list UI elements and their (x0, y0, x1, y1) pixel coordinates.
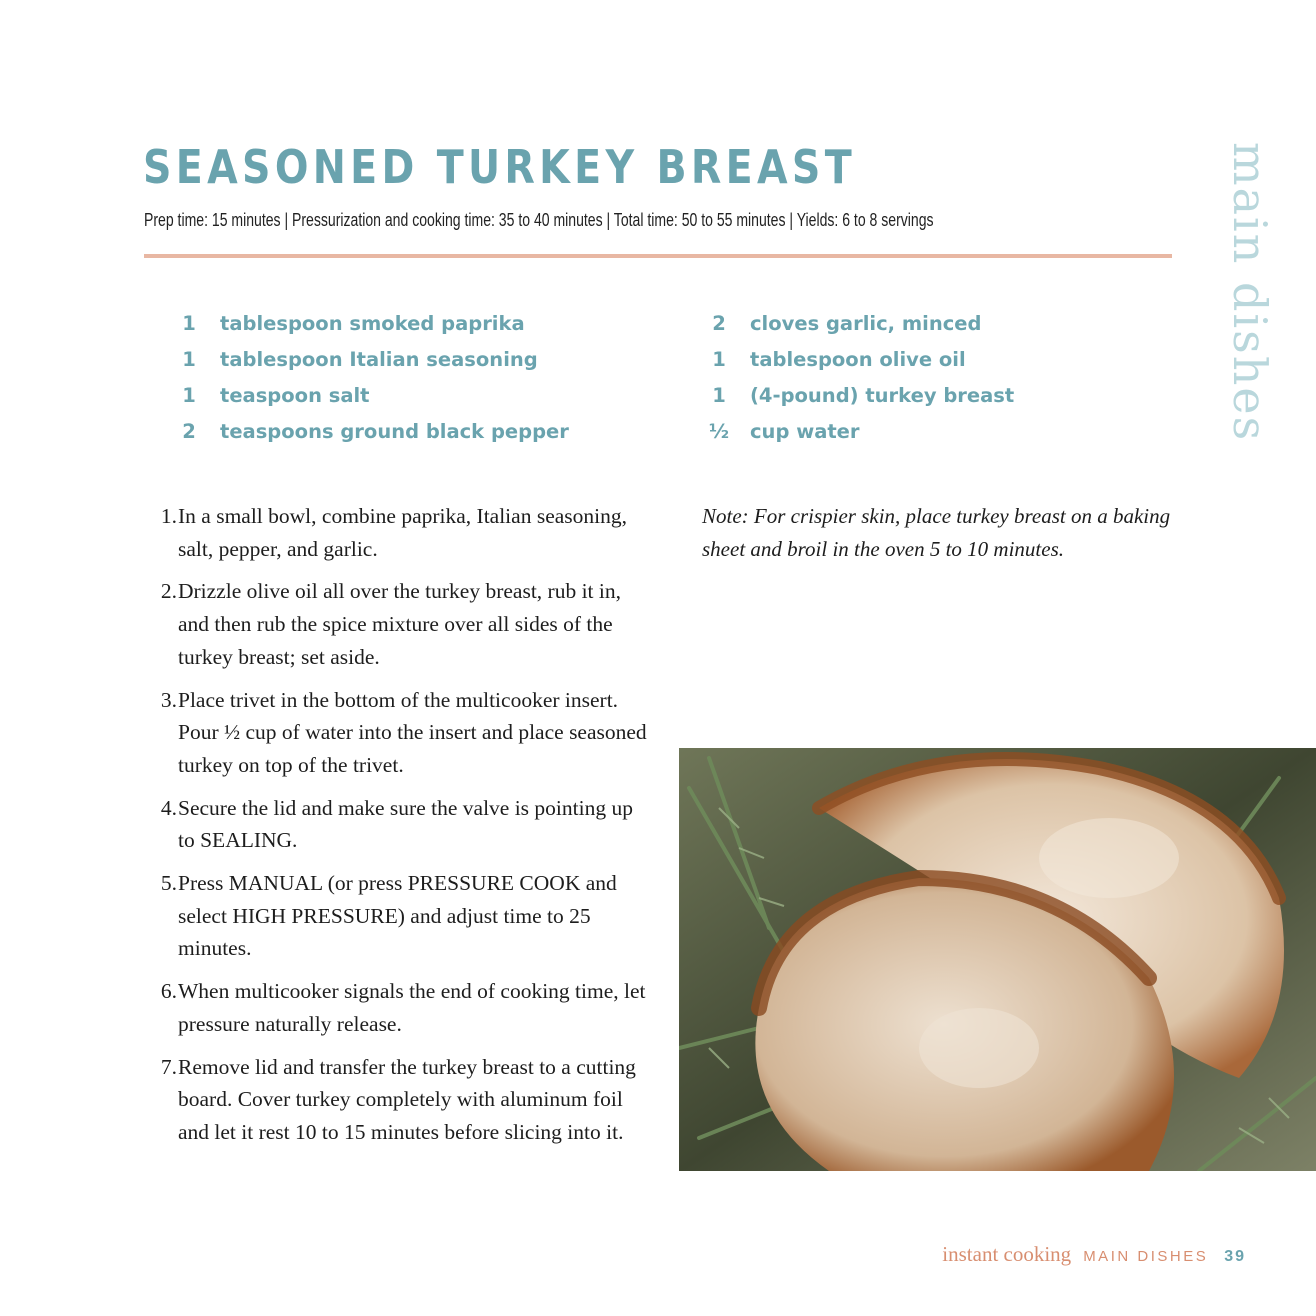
turkey-photo (679, 748, 1316, 1171)
ingredient-qty: 2 (182, 419, 196, 443)
ingredient-list-right (700, 305, 1014, 449)
instruction-step (150, 575, 650, 673)
step-number: 4. (160, 795, 177, 820)
ingredient-qty: ½ (708, 419, 730, 443)
step-text: Secure the lid and make sure the valve is pointing up to SEALING. (178, 795, 633, 853)
ingredient-name: teaspoons ground black pepper (220, 419, 569, 443)
instruction-list (150, 500, 650, 1159)
recipe-meta: Prep time: 15 minutes | Pressurization and cooking time: 35 to 40 minutes | Total time: 50 to 55 minutes | Yields: 6 to 8 servings (144, 210, 934, 230)
instruction-step (150, 500, 650, 565)
ingredient-name: tablespoon Italian seasoning (220, 347, 538, 371)
ingredient-name: cloves garlic, minced (750, 311, 982, 335)
ingredient-item (700, 413, 1014, 449)
ingredient-qty: 1 (182, 311, 196, 335)
ingredient-item (700, 377, 1014, 413)
section-side-tab-label: main dishes (1223, 142, 1277, 443)
ingredient-qty: 1 (712, 347, 726, 371)
step-number: 1. (160, 504, 177, 528)
ingredient-qty: 1 (182, 383, 196, 407)
ingredient-item (700, 341, 1014, 377)
ingredient-name: teaspoon salt (220, 383, 370, 407)
step-text: Remove lid and transfer the turkey breast to a cutting board. Cover turkey completely with aluminum foil and let it rest 10 to 15 minutes before slicing into it. (178, 1054, 636, 1144)
ingredient-name: cup water (750, 419, 860, 443)
ingredient-name: tablespoon smoked paprika (220, 311, 525, 335)
recipe-title: SEASONED TURKEY BREAST (143, 140, 857, 194)
step-text: Place trivet in the bottom of the multicooker insert. Pour ½ cup of water into the insert and place seasoned turkey on top of the trivet. (178, 687, 647, 777)
step-number: 3. (160, 687, 177, 712)
recipe-note: Note: For crispier skin, place turkey breast on a baking sheet and broil in the oven 5 to 10 minutes. (702, 504, 1171, 561)
ingredient-name: (4-pound) turkey breast (750, 383, 1015, 407)
step-text: In a small bowl, combine paprika, Italian seasoning, salt, pepper, and garlic. (178, 504, 627, 561)
ingredient-item (170, 305, 569, 341)
step-text: Drizzle olive oil all over the turkey breast, rub it in, and then rub the spice mixture over all sides of the turkey breast; set aside. (178, 579, 621, 669)
ingredient-item (170, 377, 569, 413)
step-text: Press MANUAL (or press PRESSURE COOK and select HIGH PRESSURE) and adjust time to 25 minutes. (178, 871, 617, 961)
ingredient-item (700, 305, 1014, 341)
ingredient-name: tablespoon olive oil (750, 347, 966, 371)
instruction-step (150, 684, 650, 782)
page-number: 39 (1224, 1248, 1246, 1265)
ingredient-qty: 1 (712, 383, 726, 407)
footer-brand: instant cooking (942, 1242, 1072, 1266)
ingredient-qty: 2 (712, 311, 726, 335)
ingredient-list-left (170, 305, 569, 449)
instruction-step (150, 792, 650, 857)
footer-section: MAIN DISHES (1083, 1248, 1209, 1265)
step-number: 6. (160, 979, 177, 1004)
sliced-roast-turkey-photo (679, 748, 1316, 1171)
instruction-step (150, 1051, 650, 1149)
divider-rule (144, 254, 1172, 258)
step-number: 5. (160, 871, 177, 896)
step-number: 7. (160, 1054, 177, 1079)
instruction-step (150, 867, 650, 965)
instruction-step (150, 975, 650, 1040)
ingredient-qty: 1 (182, 347, 196, 371)
section-side-tab (1200, 142, 1300, 443)
step-number: 2. (160, 579, 177, 604)
ingredient-item (170, 341, 569, 377)
ingredient-item (170, 413, 569, 449)
step-text: When multicooker signals the end of cooking time, let pressure naturally release. (178, 979, 646, 1036)
page-footer (942, 1242, 1246, 1267)
